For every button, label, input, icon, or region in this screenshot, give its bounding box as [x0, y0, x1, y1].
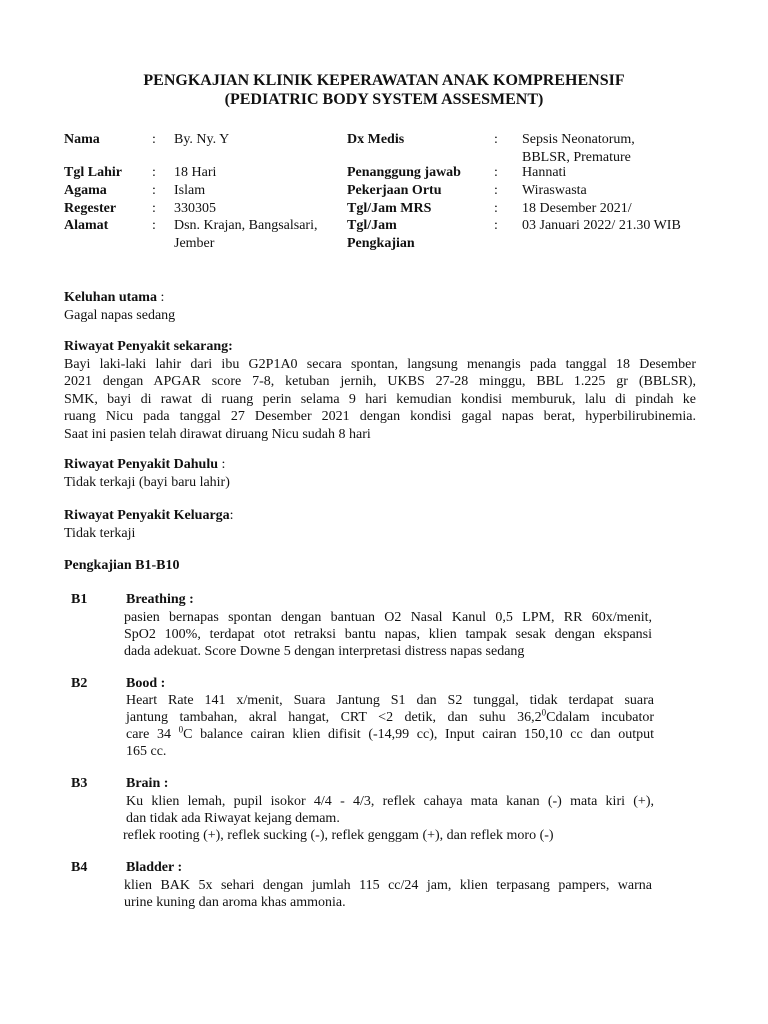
document-subtitle: (PEDIATRIC BODY SYSTEM ASSESMENT): [224, 91, 544, 108]
b1-code: B1: [71, 592, 88, 607]
regester-value: 330305: [174, 201, 216, 216]
colon: :: [494, 132, 498, 147]
riwayat-penyakit-dahulu-label: Riwayat Penyakit Dahulu: [64, 457, 219, 472]
keluhan-utama-text: Gagal napas sedang: [64, 307, 176, 323]
riwayat-penyakit-keluarga-text: Tidak terkaji: [64, 525, 136, 541]
penanggung-jawab-value: Hannati: [522, 165, 567, 180]
b3-line1: Ku klien lemah, pupil isokor 4/4 - 4/3, reflek cahaya mata kanan (-) mata kiri (+),: [126, 794, 654, 809]
dx-medis-label: Dx Medis: [347, 132, 405, 147]
pengkajian-heading: Pengkajian B1-B10: [64, 558, 180, 573]
keluhan-utama-section: [64, 289, 696, 324]
b1-line: SpO2 100%, terdapat otot retraksi bantu napas, klien tampak sesak dengan ekspansi: [124, 627, 652, 642]
b3-code: B3: [71, 776, 88, 791]
colon: :: [494, 201, 498, 216]
b2-line2: jantung tambahan, akral hangat, CRT <2 detik, dan suhu 36,2$^0$Cdalam incubator: [126, 707, 654, 725]
colon: :: [494, 183, 498, 198]
b4-line1: klien BAK 5x sehari dengan jumlah 115 cc/24 jam, klien terpasang pampers, warna: [124, 878, 652, 893]
colon: :: [152, 165, 156, 180]
document-title: PENGKAJIAN KLINIK KEPERAWATAN ANAK KOMPREHENSIF: [143, 72, 625, 89]
dx-medis-value-line2: BBLSR, Premature: [522, 150, 631, 165]
nama-label: Nama: [64, 132, 100, 147]
colon: :: [494, 165, 498, 180]
paragraph-line: SMK, bayi di rawat di ruang perin selama 9 hari kemudian kondisi memburuk, lalu di pindah ke: [64, 391, 696, 407]
riwayat-penyakit-keluarga-section: [64, 507, 696, 542]
colon: :: [152, 183, 156, 198]
riwayat-penyakit-dahulu-text: Tidak terkaji (bayi baru lahir): [64, 474, 230, 490]
pekerjaan-ortu-value: Wiraswasta: [522, 183, 587, 198]
paragraph-line: Bayi laki-laki lahir dari ibu G2P1A0 secara spontan, langsung menangis pada tanggal 18 Desember: [64, 356, 696, 372]
b3-line2: dan tidak ada Riwayat kejang demam.: [126, 811, 340, 826]
tgl-lahir-value: 18 Hari: [174, 165, 217, 180]
agama-value: Islam: [174, 183, 206, 198]
tgl-jam-mrs-value: 18 Desember 2021/: [522, 201, 632, 216]
b4-code: B4: [71, 860, 88, 875]
b2-code: B2: [71, 676, 88, 691]
b4-line2: urine kuning dan aroma khas ammonia.: [124, 895, 346, 910]
penanggung-jawab-label: Penanggung jawab: [347, 165, 461, 180]
b1-line: dada adekuat. Score Downe 5 dengan interpretasi distress napas sedang: [124, 644, 525, 659]
riwayat-penyakit-dahulu-section: [64, 456, 696, 491]
tgl-jam-mrs-label: Tgl/Jam MRS: [347, 201, 432, 216]
b1-line: pasien bernapas spontan dengan bantuan O2 Nasal Kanul 0,5 LPM, RR 60x/menit,: [124, 610, 652, 625]
b3-title: Brain :: [126, 776, 169, 791]
tgl-jam-pengkajian-label-line1: Tgl/Jam: [347, 218, 397, 233]
b1-title: Breathing :: [126, 592, 194, 607]
nama-value: By. Ny. Y: [174, 132, 230, 147]
colon: :: [152, 218, 156, 233]
b4-title: Bladder :: [126, 860, 183, 875]
paragraph-line: Saat ini pasien telah dirawat diruang Nicu sudah 8 hari: [64, 426, 371, 442]
b2-line4: 165 cc.: [126, 744, 167, 759]
alamat-value-line1: Dsn. Krajan, Bangsalsari,: [174, 218, 318, 233]
riwayat-penyakit-dahulu-colon: :: [218, 457, 226, 472]
pekerjaan-ortu-label: Pekerjaan Ortu: [347, 183, 442, 198]
tgl-jam-pengkajian-label-line2: Pengkajian: [347, 236, 415, 251]
alamat-value-line2: Jember: [174, 236, 215, 251]
tgl-lahir-label: Tgl Lahir: [64, 165, 122, 180]
riwayat-penyakit-keluarga-label: Riwayat Penyakit Keluarga: [64, 508, 230, 523]
agama-label: Agama: [64, 183, 107, 198]
paragraph-line: 2021 dengan APGAR score 7-8, ketuban jernih, UKBS 27-28 minggu, BBL 1.225 gr (BBLSR),: [64, 374, 696, 389]
keluhan-utama-colon: :: [156, 290, 165, 305]
riwayat-penyakit-sekarang-label: Riwayat Penyakit sekarang:: [64, 339, 233, 354]
tgl-jam-pengkajian-value: 03 Januari 2022/ 21.30 WIB: [522, 218, 681, 233]
colon: :: [152, 132, 156, 147]
b2-line1: Heart Rate 141 x/menit, Suara Jantung S1 dan S2 tunggal, tidak terdapat suara: [126, 693, 654, 708]
b2-line3: care 34 $^0$C balance cairan klien difisit (-14,99 cc), Input cairan 150,10 cc dan output: [126, 724, 654, 742]
b3-line3: reflek rooting (+), reflek sucking (-), reflek genggam (+), dan reflek moro (-): [123, 828, 554, 843]
colon: :: [152, 201, 156, 216]
alamat-label: Alamat: [64, 218, 109, 233]
keluhan-utama-label: Keluhan utama: [64, 290, 157, 305]
paragraph-line: ruang Nicu pada tanggal 27 Desember 2021 dengan kondisi gagal napas berat, hyperbilirubinemia.: [64, 409, 696, 424]
colon: :: [494, 218, 498, 233]
riwayat-penyakit-sekarang-section: [64, 338, 696, 443]
regester-label: Regester: [64, 201, 117, 216]
dx-medis-value-line1: Sepsis Neonatorum,: [522, 132, 635, 147]
b2-title: Bood :: [126, 676, 166, 691]
riwayat-penyakit-keluarga-colon: :: [229, 508, 234, 523]
